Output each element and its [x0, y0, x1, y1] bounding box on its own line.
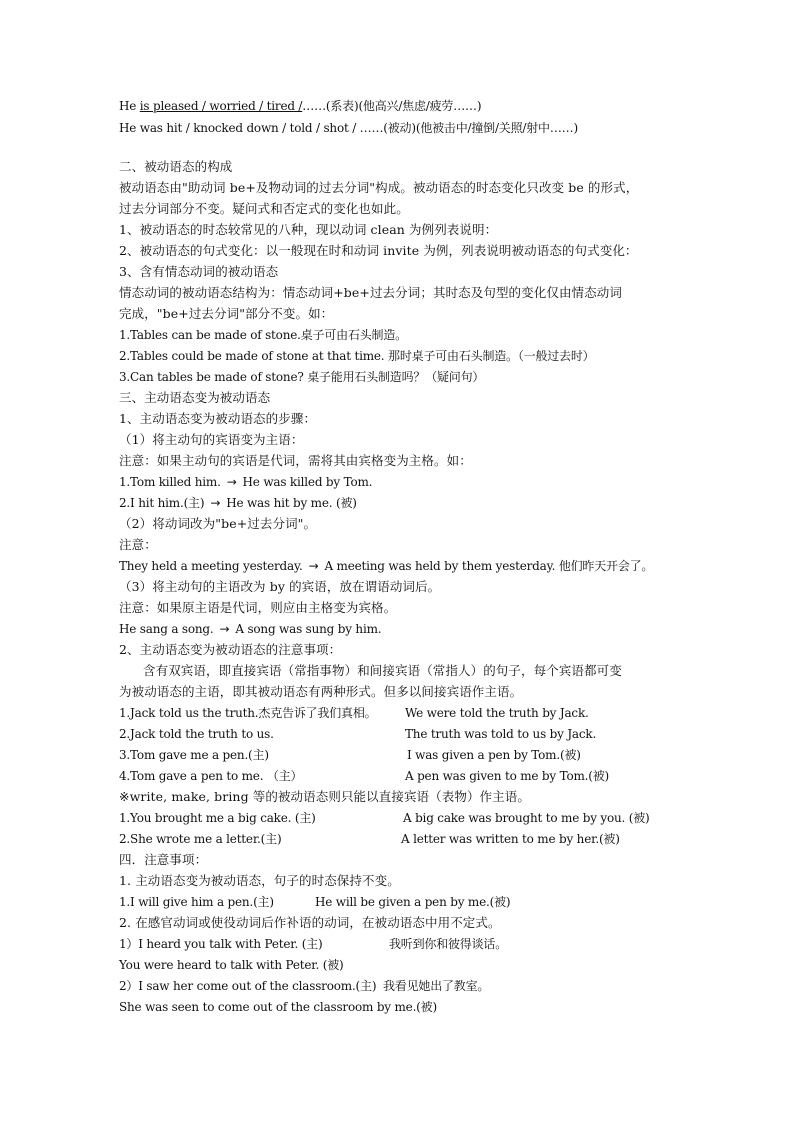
subheading: 2、主动语态变为被动语态的注意事项： [119, 642, 342, 657]
paragraph-line: 完成，"be+过去分词"部分不变。如： [119, 306, 334, 321]
section-heading-2: 二、被动语态的构成 [119, 159, 233, 174]
text: He [119, 99, 140, 113]
example-row: 2.Jack told the truth to us. [119, 727, 274, 741]
paragraph-line: 过去分词部分不变。疑问式和否定式的变化也如此。 [119, 201, 409, 216]
example-line [119, 619, 381, 639]
example-line: 2.Tables could be made of stone at that time. 那时桌子可由石头制造。（一般过去时） [119, 349, 595, 363]
passive-sentence: A pen was given to me by Tom.(被) [405, 769, 610, 783]
example-row: 1）I heard you talk with Peter. (主) [119, 937, 323, 951]
example-line [119, 556, 653, 576]
passive-sentence: He was killed by Tom. [242, 475, 373, 489]
text: ……(系表)(他高兴/焦虑/疲劳……) [302, 99, 482, 113]
step-line: （3）将主动句的主语改为 by 的宾语，放在谓语动词后。 [119, 579, 441, 594]
passive-sentence: A big cake was brought to me by you. (被) [403, 811, 650, 825]
example-row: 1.I will give him a pen.(主) [119, 895, 274, 909]
example-line-linking [119, 96, 481, 116]
active-sentence: 2.I hit him.(主) [119, 496, 205, 510]
example-line: 3.Can tables be made of stone? 桌子能用石头制造吗？（疑问句） [119, 370, 485, 384]
section-heading-3: 三、主动语态变为被动语态 [119, 390, 271, 405]
active-sentence: 1.Tom killed him. [119, 475, 221, 489]
note-line: 注意：如果主动句的宾语是代词，需将其由宾格变为主格。如： [119, 453, 472, 468]
arrow-icon: → [210, 496, 221, 510]
arrow-icon: → [226, 475, 237, 489]
active-sentence: They held a meeting yesterday. [119, 559, 303, 573]
example-line [119, 472, 372, 492]
example-row: 2.She wrote me a letter.(主) [119, 832, 282, 846]
paragraph-line: 2. 在感官动词或使役动词后作补语的动词，在被动语态中用不定式。 [119, 915, 501, 930]
passive-sentence: A song was sung by him. [235, 622, 382, 636]
subheading: 3、含有情态动词的被动语态 [119, 264, 279, 279]
step-line: （1）将主动句的宾语变为主语： [119, 432, 304, 447]
passive-sentence: I was given a pen by Tom.(被) [407, 748, 581, 762]
example-row: 4.Tom gave a pen to me. （主） [119, 769, 303, 783]
note-line: 注意：如果原主语是代词，则应由主格变为宾格。 [119, 600, 397, 615]
active-sentence: He sang a song. [119, 622, 214, 636]
paragraph-line: 1、被动语态的时态较常见的八种，现以动词 clean 为例列表说明： [119, 222, 498, 237]
arrow-icon: → [219, 622, 230, 636]
passive-sentence: A letter was written to me by her.(被) [401, 832, 620, 846]
example-line: She was seen to come out of the classroom by me.(被) [119, 1000, 437, 1014]
example-line [119, 493, 357, 513]
paragraph-line: 为被动语态的主语，即其被动语态有两种形式。但多以间接宾语作主语。 [119, 684, 523, 699]
underlined-text: is pleased / worried / tired / [139, 99, 303, 113]
arrow-icon: → [308, 559, 319, 573]
note-line: 注意： [119, 537, 157, 552]
passive-sentence: We were told the truth by Jack. [405, 706, 589, 720]
passive-sentence: He will be given a pen by me.(被) [315, 895, 511, 909]
translation: 我看见她出了教室。 [383, 979, 490, 993]
example-row: 3.Tom gave me a pen.(主) [119, 748, 269, 762]
paragraph-line: 被动语态由"助动词 be+及物动词的过去分词"构成。被动语态的时态变化只改变 be 的形式， [119, 180, 639, 195]
passive-sentence: A meeting was held by them yesterday. 他们昨天开会了。 [324, 559, 654, 573]
example-line-passive: He was hit / knocked down / told / shot / ……(被动)(他被击中/撞倒/关照/射中……) [119, 121, 578, 135]
paragraph-line: 2、被动语态的句式变化：以一般现在时和动词 invite 为例，列表说明被动语态的句式变化： [119, 243, 638, 258]
passive-sentence: The truth was told to us by Jack. [405, 727, 597, 741]
example-row [119, 703, 376, 723]
note-line: ※write, make, bring 等的被动语态则只能以直接宾语（表物）作主语。 [119, 789, 530, 804]
section-heading-4: 四．注意事项： [119, 852, 208, 867]
step-line: （2）将动词改为"be+过去分词"。 [119, 516, 317, 531]
active-sentence: 1.Jack told us the truth.杰克告诉了我们真相。 [119, 706, 377, 720]
paragraph-line: 1. 主动语态变为被动语态，句子的时态保持不变。 [119, 873, 400, 888]
translation: 我听到你和彼得谈话。 [389, 937, 508, 951]
subheading: 1、主动语态变为被动语态的步骤： [119, 411, 317, 426]
example-line: You were heard to talk with Peter. (被) [119, 958, 344, 972]
example-row: 2）I saw her come out of the classroom.(主) [119, 979, 377, 993]
paragraph-line: 情态动词的被动语态结构为：情态动词+be+过去分词；其时态及句型的变化仅由情态动词 [119, 285, 622, 300]
example-line: 1.Tables can be made of stone.桌子可由石头制造。 [119, 328, 407, 342]
paragraph-line: 含有双宾语，即直接宾语（常指事物）和间接宾语（常指人）的句子，每个宾语都可变 [143, 663, 622, 678]
passive-sentence: He was hit by me. (被) [226, 496, 357, 510]
example-row: 1.You brought me a big cake. (主) [119, 811, 316, 825]
